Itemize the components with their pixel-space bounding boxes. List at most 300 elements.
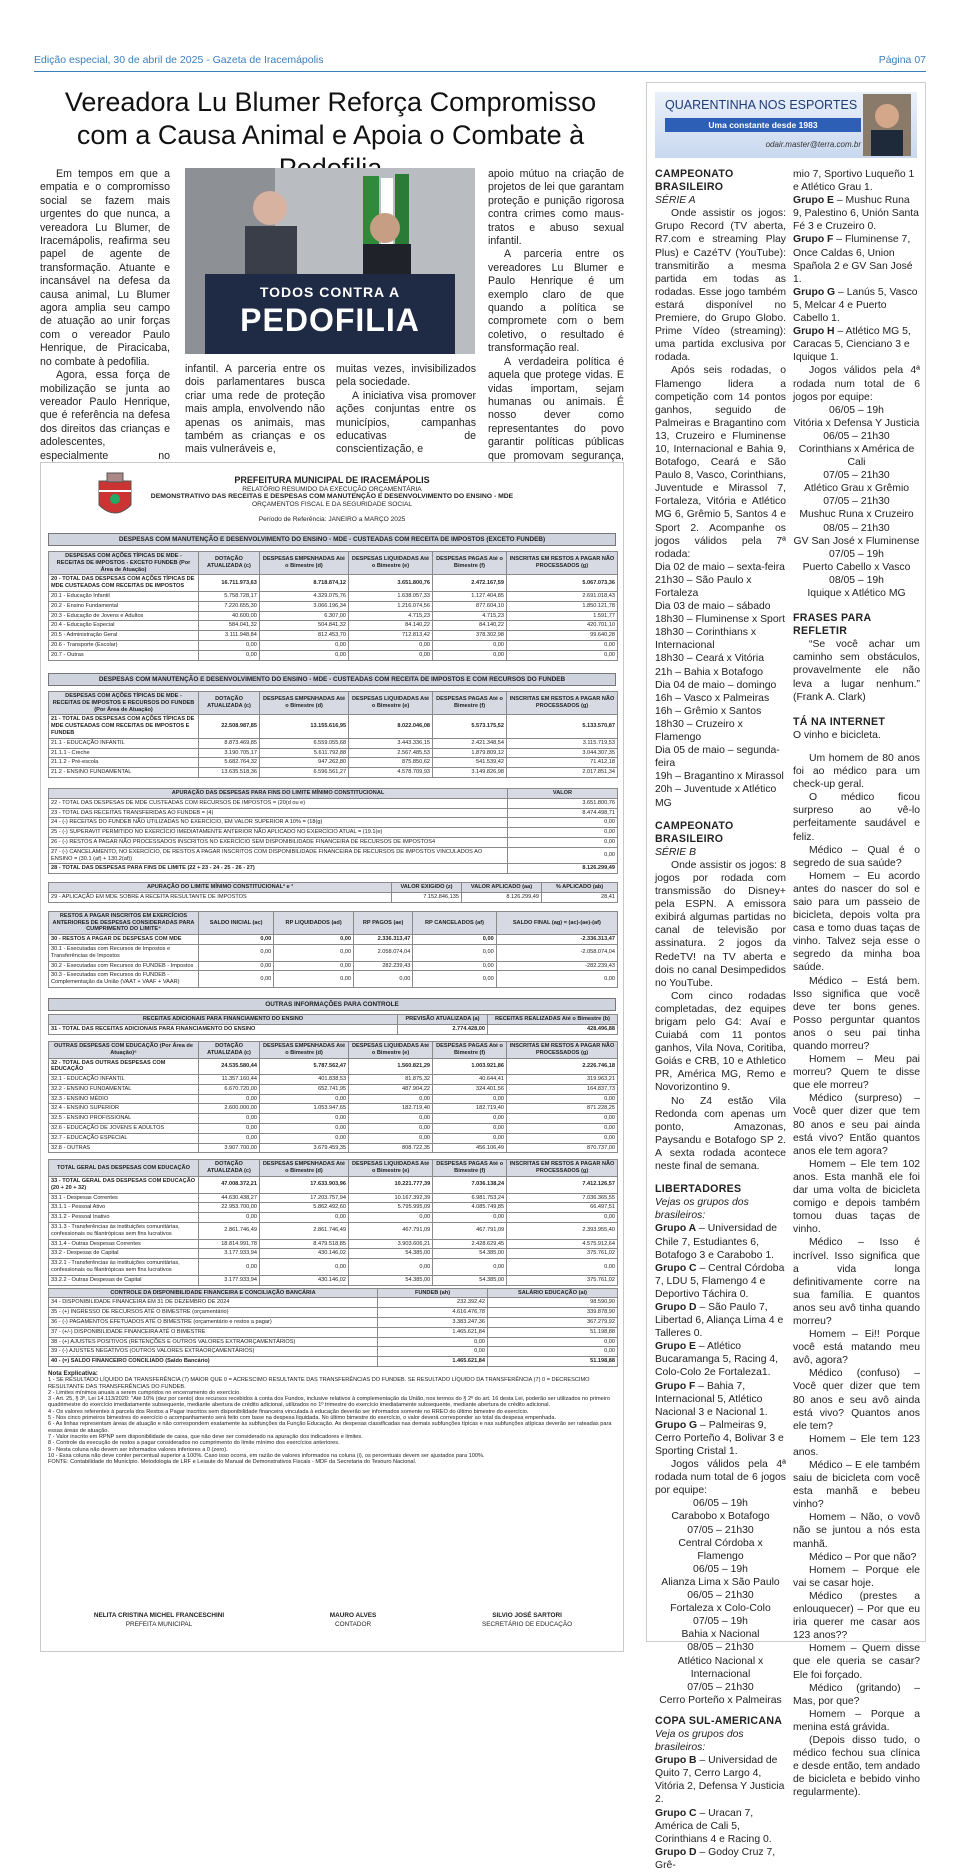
table-row bbox=[49, 1025, 618, 1035]
table-cell: 32.7 - EDUCAÇÃO ESPECIAL bbox=[49, 1133, 199, 1143]
table-row bbox=[49, 1124, 618, 1134]
table-cell: 36 - (-) PAGAMENTOS EFETUADOS ATÉ O BIMESTRE (orçamentário e restos a pagar) bbox=[49, 1318, 378, 1328]
table-cell: 0,00 bbox=[199, 1124, 260, 1134]
table-row bbox=[49, 650, 618, 660]
table-cell: 0,00 bbox=[433, 1213, 507, 1223]
table-cell: 26 - (-) RESTOS A PAGAR NÃO PROCESSADOS INSCRITOS NO EXERCÍCIO SEM DISPONIBILIDADE FINANCEIRA DE RECURSOS DE IMPOSTOS4 bbox=[49, 837, 508, 847]
table-cell: 5.611.792,88 bbox=[260, 748, 349, 758]
report-subtitle: RELATÓRIO RESUMIDO DA EXECUÇÃO ORÇAMENTÁRIA bbox=[242, 486, 422, 493]
section-heading: COPA SUL-AMERICANA bbox=[655, 1714, 783, 1727]
table-cell: 3.903.606,21 bbox=[348, 1239, 432, 1249]
game-line: 07/05 – 19h bbox=[693, 1616, 748, 1628]
table-cell: 44.630.438,27 bbox=[199, 1193, 260, 1203]
article-paragraph: muitas vezes, invisibilizados pela sociedade. bbox=[336, 363, 476, 389]
table-cell: 18.814.991,78 bbox=[199, 1239, 260, 1249]
table-cell: 11.357.160,44 bbox=[199, 1075, 260, 1085]
table-row bbox=[49, 1193, 618, 1203]
table-cell: 20.4 - Educação Especial bbox=[49, 621, 199, 631]
table-cell: 38 - (+) AJUSTES POSITIVOS (RETENÇÕES E OUTROS VALORES EXTRAORÇAMENTÁRIOS) bbox=[49, 1337, 378, 1347]
table-row bbox=[49, 892, 618, 902]
table-cell: 375.761,02 bbox=[507, 1249, 618, 1259]
group-teams: – Bahia 7, Internacional 5, Atlético Nacional 3 e Nacional 1. bbox=[655, 1380, 768, 1418]
game-line: 06/05 – 21h30 bbox=[823, 430, 890, 442]
game-line: 06/05 – 21h30 bbox=[687, 1590, 754, 1602]
table-cell: 5.795.995,09 bbox=[348, 1203, 432, 1213]
note-line: 8 - Controle da execução de restos a pagar considerados no cumprimento do limite mínimo dos exercícios anteriores. bbox=[48, 1440, 340, 1447]
table-cell: 0,00 bbox=[349, 1124, 433, 1134]
table-cell: 35 - (+) INGRESSO DE RECURSOS ATÉ O BIMESTRE (orçamentário) bbox=[49, 1308, 378, 1318]
table-cell: 0,00 bbox=[348, 1259, 432, 1276]
table-cell: 1.560.821,29 bbox=[349, 1058, 433, 1075]
table-receitas-adicionais bbox=[48, 1014, 618, 1035]
table-row bbox=[49, 1143, 618, 1153]
banner-text-line1: TODOS CONTRA A bbox=[259, 284, 401, 300]
story-paragraph: Médico (surpreso) – Você quer dizer que tem 80 anos e seu pai ainda está vivo? Então quantos anos ele tem agora? bbox=[793, 1093, 920, 1157]
table-cell: 0,00 bbox=[260, 1124, 349, 1134]
table-cell: 0,00 bbox=[488, 1347, 618, 1357]
table-cell: 71.412,18 bbox=[507, 758, 618, 768]
table-row bbox=[49, 1133, 618, 1143]
table-cell: 1.216.074,56 bbox=[349, 601, 433, 611]
story-paragraph: Homem – Ele tem 123 anos. bbox=[793, 1433, 920, 1458]
group-name: Grupo G bbox=[655, 1419, 698, 1431]
table-cell: 0,00 bbox=[349, 650, 433, 660]
section-header: DESPESAS COM MANUTENÇÃO E DESENVOLVIMENTO DO ENSINO - MDE - CUSTEADAS COM RECEITA DE IMPOSTOS (EXCETO FUNDEB) bbox=[48, 533, 616, 546]
table-cell: 0,00 bbox=[413, 961, 496, 971]
table-cell: 0,00 bbox=[433, 1259, 507, 1276]
table-row bbox=[49, 1177, 618, 1194]
game-line: Carabobo x Botafogo bbox=[671, 1511, 770, 1523]
headline: Vereadora Lu Blumer Reforça Compromisso com a Causa Animal e Apoia o Combate à bbox=[64, 87, 597, 150]
table-cell: 6.307,00 bbox=[259, 611, 348, 621]
story-paragraph: (Depois disso tudo, o médico fechou sua clínica e desde então, tem andado de bicicleta e bebido vinho regularmente). bbox=[793, 1734, 920, 1799]
table-cell: 20.7 - Outras bbox=[49, 650, 199, 660]
header-row: TOTAL GERAL DAS DESPESAS COM EDUCAÇÃO DOTAÇÃO ATUALIZADA (c) DESPESAS EMPENHADAS Até o Bimestre (d) DESPESAS LIQUIDADAS Até o Bimestre (e) DESPESAS PAGAS Até o Bimestre (f) INSCRITAS EM RESTOS A PAGAR NÃO PROCESSADOS (g) bbox=[49, 1160, 618, 1177]
group-name: Grupo D bbox=[655, 1846, 697, 1858]
table-cell: 0,00 bbox=[507, 1124, 618, 1134]
table-cell: 0,00 bbox=[348, 1213, 432, 1223]
group-teams: – São Paulo 7, Libertad 6, Aliança Lima 4 e Talleres 0. bbox=[655, 1301, 784, 1340]
table-cell: 487.904,22 bbox=[349, 1084, 433, 1094]
financial-report bbox=[40, 462, 624, 1652]
group-teams: – Mushuc Runa 9, Palestino 6, Unión Santa Fé 3 e Cruzeiro 0. bbox=[793, 195, 919, 233]
table-cell: 3.651.800,76 bbox=[349, 575, 433, 592]
header-row: DESPESAS COM AÇÕES TÍPICAS DE MDE - RECEITAS DE IMPOSTOS E RECURSOS DO FUNDEB (Por Área de Atuação) DOTAÇÃO ATUALIZADA (c) DESPESAS EMPENHADAS Até o Bimestre (d) DESPESAS LIQUIDADAS Até o Bimestre (e) DESPESAS PAGAS Até o Bimestre (f) INSCRITAS EM RESTOS A PAGAR NÃO PROCESSADOS (g) bbox=[49, 692, 618, 715]
table-cell: 5.573.175,52 bbox=[433, 715, 507, 738]
section-heading: CAMPEONATO BRASILEIRO bbox=[655, 168, 734, 194]
table-cell: 5.067.073,36 bbox=[506, 575, 617, 592]
note-line: 10 - Essa coluna não deve conter percentual superior a 100%. Caso isso ocorra, em razão de valores informados na coluna (i), os percentuais devem ser ajustados para 100%. bbox=[48, 1452, 485, 1459]
table-cell: 6.981.753,24 bbox=[433, 1193, 507, 1203]
group-line bbox=[655, 1846, 786, 1872]
table-cell: 8.126.299,49 bbox=[508, 864, 618, 874]
table-cell: 182.719,40 bbox=[349, 1104, 433, 1114]
section-subheading: O vinho e bicicleta. bbox=[793, 729, 881, 741]
table-cell: 0,00 bbox=[349, 1114, 433, 1124]
table-cell: 339.878,90 bbox=[488, 1308, 618, 1318]
table-cell: 8.873.469,85 bbox=[199, 738, 260, 748]
table-cell: 0,00 bbox=[259, 1259, 348, 1276]
group-name: Grupo E bbox=[655, 1341, 696, 1353]
table-cell: 8.474.498,71 bbox=[508, 808, 618, 818]
table-cell: 13.635.518,36 bbox=[199, 768, 260, 778]
story-paragraph: Homem – Porque ele vai se casar hoje. bbox=[793, 1564, 920, 1589]
table-cell: 0,00 bbox=[199, 1094, 260, 1104]
table-cell: 0,00 bbox=[378, 1337, 488, 1347]
game-line: 08/05 – 21h30 bbox=[823, 522, 890, 534]
note-line: 6 - As linhas representam áreas de atuação e não correspondem exatamente às subfunções da Função Educação. As despesas classificadas nas demais subfunções típicas e nas subfunções atípicas deverão ser rateadas para essas áreas de atuação. bbox=[48, 1421, 612, 1434]
table-cell: -2.058.074,04 bbox=[496, 944, 617, 961]
table-row bbox=[49, 1347, 618, 1357]
schedule-line: 19h – Bragantino x Mirassol bbox=[655, 771, 784, 783]
article-col-2 bbox=[185, 363, 325, 457]
table-restos-pagar bbox=[48, 911, 618, 988]
table-row bbox=[49, 837, 618, 847]
table-cell: 32.1 - EDUCAÇÃO INFANTIL bbox=[49, 1075, 199, 1085]
table-cell: 51.198,88 bbox=[488, 1357, 618, 1367]
table-cell: 8.126.299,49 bbox=[462, 892, 542, 902]
table-cell: 0,00 bbox=[274, 961, 354, 971]
table-cell: 20.1 - Educação Infantil bbox=[49, 592, 199, 602]
schedule-line: 16h – Vasco x Palmeiras bbox=[655, 692, 770, 704]
article-col-1 bbox=[40, 168, 170, 490]
table-cell: 33.2 - Despesas de Capital bbox=[49, 1249, 199, 1259]
note-line: FONTE: Contabilidade do Município. Metodologia de LRF e Leiaute do Manual de Demonstrativos Fiscais - MDF da Secretaria do Tesouro Nacional. bbox=[48, 1459, 417, 1466]
table-row bbox=[49, 1357, 618, 1367]
story-paragraph: Homem – Ei!! Porque você está matando meu avô, agora? bbox=[793, 1329, 920, 1367]
article-paragraph: Agora, essa força de mobilização se junta ao vereador Paulo Henrique, que é referência na defesa dos direitos das crianças e adolescentes, especialmente no bbox=[40, 369, 170, 462]
table-cell: 33.2.1 - Transferências às instituições comunitárias, confessionais ou filantrópicas sem fins lucrativos bbox=[49, 1259, 199, 1276]
table-limite-minimo bbox=[48, 788, 618, 874]
group-line bbox=[655, 1419, 786, 1458]
schedule-line: 18h30 – Ceará x Vitória bbox=[655, 653, 764, 665]
story-paragraph: Médico (prestes a enlouquecer) – Por que eu iria querer me casar aos 123 anos?? bbox=[793, 1590, 920, 1642]
table-cell: 0,00 bbox=[507, 1133, 618, 1143]
table-cell: 2.421.348,54 bbox=[433, 738, 507, 748]
table-cell: 40 - (=) SALDO FINANCEIRO CONCILIADO (Saldo Bancário) bbox=[49, 1357, 378, 1367]
table-row bbox=[49, 944, 618, 961]
game-line: 06/05 – 19h bbox=[693, 1498, 748, 1510]
game-line: Vitória x Defensa Y Justicia bbox=[793, 417, 920, 429]
table-cell: 1.127.404,85 bbox=[432, 592, 506, 602]
game-line: 07/05 – 21h30 bbox=[687, 1524, 754, 1536]
table-cell: 0,00 bbox=[260, 1133, 349, 1143]
columnist-avatar bbox=[863, 94, 911, 156]
table-cell: 0,00 bbox=[488, 1337, 618, 1347]
table-disponibilidade bbox=[48, 1288, 618, 1367]
table-cell: 0,00 bbox=[413, 944, 496, 961]
table-cell: -2.336.313,47 bbox=[496, 935, 617, 945]
table-row bbox=[49, 631, 618, 641]
table-cell: 20.5 - Administração Geral bbox=[49, 631, 199, 641]
table-row bbox=[49, 1249, 618, 1259]
table-mde-fundeb bbox=[48, 691, 618, 778]
table-row bbox=[49, 864, 618, 874]
table-cell: 456.106,49 bbox=[433, 1143, 507, 1153]
group-teams: – Lanús 5, Vasco 5, Melcar 4 e Puerto Cabello 1. bbox=[793, 286, 918, 325]
table-row bbox=[49, 611, 618, 621]
group-teams: – Central Córdoba 7, LDU 5, Flamengo 4 e Deportivo Táchira 0. bbox=[655, 1262, 785, 1300]
table-cell: 282.239,43 bbox=[353, 961, 412, 971]
table-cell: 33.1.1 - Pessoal Ativo bbox=[49, 1203, 199, 1213]
table-cell: 430.146,02 bbox=[259, 1275, 348, 1285]
group-name: Grupo A bbox=[655, 1223, 697, 1235]
table-cell: 21.1.1 - Creche bbox=[49, 748, 199, 758]
table-cell: 232.392,42 bbox=[378, 1298, 488, 1308]
game-line: Iquique x Atlético MG bbox=[807, 588, 906, 599]
table-cell: 8.479.518,85 bbox=[259, 1239, 348, 1249]
table-cell: 30 - RESTOS A PAGAR DE DESPESAS COM MDE bbox=[49, 935, 199, 945]
notes-title: Nota Explicativa: bbox=[48, 1370, 98, 1377]
table-cell: 22.508.987,85 bbox=[199, 715, 260, 738]
banner-email: odair.master@terra.com.br bbox=[765, 140, 861, 149]
table-cell: 3.111.948,84 bbox=[199, 631, 260, 641]
table-cell: 0,00 bbox=[433, 1124, 507, 1134]
story-paragraph: Homem – Não, o vovô não se juntou a nós esta manhã. bbox=[793, 1512, 920, 1550]
section-header: DESPESAS COM MANUTENÇÃO E DESENVOLVIMENTO DO ENSINO - MDE - CUSTEADAS COM RECEITA DE IMPOSTOS E COM RECURSOS DO FUNDEB bbox=[48, 673, 616, 686]
table-cell: 66.497,51 bbox=[507, 1203, 618, 1213]
table-row bbox=[49, 715, 618, 738]
table-cell: 0,00 bbox=[378, 1347, 488, 1357]
report-notes bbox=[48, 1371, 616, 1465]
table-cell: 430.146,02 bbox=[259, 1249, 348, 1259]
group-name: Grupo F bbox=[655, 1380, 696, 1392]
table-cell: 808.722,35 bbox=[349, 1143, 433, 1153]
header-row: APURAÇÃO DO LIMITE MÍNIMO CONSTITUCIONAL² e ³ VALOR EXIGIDO (z) VALOR APLICADO (aa) % APLICADO (ab) bbox=[49, 883, 618, 893]
game-line: Puerto Cabello x Vasco bbox=[802, 561, 911, 573]
table-cell: 2.861.746,49 bbox=[199, 1223, 260, 1240]
edition-label: Edição especial, 30 de abril de 2025 - Gazeta de Iracemápolis bbox=[34, 54, 324, 66]
table-cell: 0,00 bbox=[413, 971, 496, 988]
story-paragraph: Homem – Quem disse que ele queria se casar? Ele foi forçado. bbox=[793, 1643, 920, 1681]
table-cell: 0,00 bbox=[433, 1133, 507, 1143]
table-cell: 1.591,77 bbox=[506, 611, 617, 621]
table-cell: 2.017.851,34 bbox=[507, 768, 618, 778]
table-apuracao bbox=[48, 882, 618, 903]
report-period: Período de Referência: JANEIRO a MARÇO 2025 bbox=[258, 516, 406, 524]
table-cell: 1.003.921,86 bbox=[433, 1058, 507, 1075]
section-heading: FRASES PARA REFLETIR bbox=[793, 612, 872, 638]
table-cell: 4.575.912,64 bbox=[507, 1239, 618, 1249]
table-cell: 0,00 bbox=[274, 971, 354, 988]
note-line: 3 - Art. 25, § 3º, Lei 14.113/2020: "Até 10% (dez por cento) dos recursos recebidos à conta dos Fundos, inclusive relativos à complementação da União, nos termos do § 2º do art. 16 desta Lei, poderão ser utilizados no primeiro quadrimestre do exercício imediatamente subsequente, mediante abertura de crédito adicional, utilizados no 1º trimestre do exercício imediatamente subsequente, mediante abertura de crédito adicional. bbox=[48, 1396, 610, 1409]
table-cell: 5.133.570,87 bbox=[507, 715, 618, 738]
table-cell: 3.177.933,94 bbox=[199, 1249, 260, 1259]
group-teams: – Atlético MG 5, Caracas 5, Cienciano 3 e Iquique 1. bbox=[793, 326, 911, 364]
banner-subtitle: Uma constante desde 1983 bbox=[665, 118, 861, 132]
table-cell: 541.539,42 bbox=[433, 758, 507, 768]
table-cell: 33 - TOTAL GERAL DAS DESPESAS COM EDUCAÇÃO (20 + 20 + 32) bbox=[49, 1177, 199, 1194]
story-paragraph: Homem – Ele tem 102 anos. Esta manhã ele foi dar uma volta de bicicleta comigo e depois também tomou duas taças de vinho. bbox=[793, 1158, 920, 1236]
table-cell: 28 - TOTAL DAS DESPESAS PARA FINS DE LIMITE (22 + 23 - 24 - 25 - 26 - 27) bbox=[49, 864, 508, 874]
report-title: PREFEITURA MUNICIPAL DE IRACEMÁPOLIS bbox=[234, 475, 430, 485]
table-row bbox=[49, 847, 618, 864]
banner-text-line2: PEDOFILIA bbox=[240, 302, 420, 338]
sports-paragraph: Com cinco rodadas completadas, dez equipes brigam pelo G4: Avaí e Cuiabá com 11 pontos ganhos, Vila Nova, Coritiba, Goiás e CRB, 10 e Athletico PR, América MG, Remo e Novorizontino 9. bbox=[655, 990, 786, 1094]
table-cell: 0,00 bbox=[432, 641, 506, 651]
game-line: 06/05 – 19h bbox=[829, 404, 884, 416]
group-line bbox=[655, 1301, 786, 1340]
sports-paragraph: Onde assistir os jogos: 8 jogos por rodada com transmissão do Disney+ pela ESPN. A emissora exibirá algumas partidas no canal de televisão por assinatura. 2 jogos da RedeTV! na TV aberta e dois no canal Desimpedidos no YouTube. bbox=[655, 859, 786, 989]
table-cell: 0,00 bbox=[199, 1213, 260, 1223]
story-paragraph: Médico – Isso é incrível. Isso significa que a vida longa definitivamente corre na sua família. E quantos anos seu avô tinha quando morreu? bbox=[793, 1237, 920, 1327]
table-cell: 20.3 - Educação de Jovens e Adultos bbox=[49, 611, 199, 621]
table-cell: 37 - (+/-) DISPONIBILIDADE FINANCEIRA ATÉ O BIMESTRE bbox=[49, 1327, 378, 1337]
table-cell: 3.443.336,15 bbox=[349, 738, 433, 748]
table-cell: 54.385,00 bbox=[433, 1249, 507, 1259]
table-row bbox=[49, 1114, 618, 1124]
table-cell: 3.149.826,98 bbox=[433, 768, 507, 778]
table-cell: 3.044.307,35 bbox=[507, 748, 618, 758]
table-cell: 0,00 bbox=[432, 650, 506, 660]
table-cell: 33.1 - Despesas Correntes bbox=[49, 1193, 199, 1203]
table-row bbox=[49, 1318, 618, 1328]
group-line bbox=[793, 233, 920, 285]
table-cell: 51.198,88 bbox=[488, 1327, 618, 1337]
header-row: OUTRAS DESPESAS COM EDUCAÇÃO (Por Área de Atuação)⁶ DOTAÇÃO ATUALIZADA (c) DESPESAS EMPENHADAS Até o Bimestre (d) DESPESAS LIQUIDADAS Até o Bimestre (e) DESPESAS PAGAS Até o Bimestre (f) INSCRITAS EM RESTOS A PAGAR NÃO PROCESSADOS (g) bbox=[49, 1041, 618, 1058]
article-paragraph: Em tempos em que a empatia e o compromisso social se fazem mais urgentes do que nunca, a vereadora Lu Blumer, de Iracemápolis, reafirma seu papel de agente de transformação. Atuante e incansável na defesa da causa animal, Lu Blumer agora amplia seu campo de atuação ao unir forças com o vereador Paulo Henrique, de Piracicaba, no combate à pedofilia. bbox=[40, 168, 170, 368]
group-line bbox=[655, 1262, 786, 1301]
table-cell: 2.567.485,53 bbox=[349, 748, 433, 758]
table-cell: 1.465.621,84 bbox=[378, 1357, 488, 1367]
sports-paragraph: Jogos válidos pela 4ª rodada num total de 6 jogos por equipe: bbox=[655, 1459, 786, 1497]
page-number: Página 07 bbox=[878, 54, 926, 66]
section-subheading: Vejas os grupos dos brasileiros: bbox=[655, 1197, 749, 1222]
table-cell: 84.140,22 bbox=[432, 621, 506, 631]
table-cell: 0,00 bbox=[349, 641, 433, 651]
game-line: 07/05 – 19h bbox=[829, 548, 884, 560]
table-cell: 584.041,32 bbox=[199, 621, 260, 631]
table-cell: 5.787.562,47 bbox=[260, 1058, 349, 1075]
table-cell: 4.715,23 bbox=[432, 611, 506, 621]
table-row bbox=[49, 1223, 618, 1240]
sports-paragraph: No Z4 estão Vila Redonda com apenas um ponto, Amazonas, Paysandu e Botafogo SP 2. A sexta rodada acontece neste final de semana. bbox=[655, 1095, 786, 1173]
table-row bbox=[49, 768, 618, 778]
table-cell: 0,00 bbox=[507, 1114, 618, 1124]
table-cell: 0,00 bbox=[506, 650, 617, 660]
table-row bbox=[49, 1084, 618, 1094]
schedule-line: 18h30 – Corinthians x Internacional bbox=[655, 627, 757, 652]
schedule-line: 21h30 – São Paulo x Fortaleza bbox=[655, 574, 752, 599]
table-cell: 8.718.874,12 bbox=[259, 575, 348, 592]
group-name: Grupo C bbox=[655, 1807, 697, 1819]
article-paragraph: A verdadeira política é aquela que protege vidas. E vidas importam, sejam humanas ou animais. É nosso dever como representantes do povo garantir políticas públicas que promovam segurança, bbox=[488, 355, 624, 462]
header-row: RESTOS A PAGAR INSCRITOS EM EXERCÍCIOS ANTERIORES DE DESPESAS CONSIDERADAS PARA CUMPRIMENTO DO LIMITE⁴ SALDO INICIAL (ac) RP LIQUIDADOS (ad) RP PAGOS (ae) RP CANCELADOS (af) SALDO FINAL (ag) = (ac)-(ae)-(af) bbox=[49, 911, 618, 934]
schedule-line: 20h – Juventude x Atlético MG bbox=[655, 784, 777, 809]
header-row: RECEITAS ADICIONAIS PARA FINANCIAMENTO DO ENSINO PREVISÃO ATUALIZADA (a) RECEITAS REALIZADAS Até o Bimestre (b) bbox=[49, 1015, 618, 1025]
table-row bbox=[49, 798, 618, 808]
table-cell: 20.2 - Ensino Fundamental bbox=[49, 601, 199, 611]
table-cell: 98.590,90 bbox=[488, 1298, 618, 1308]
article-paragraph: A parceria entre os vereadores Lu Blumer e Paulo Henrique é um exemplo claro de que quando a política se compromete com o bem coletivo, o resultado é transformação real. bbox=[488, 248, 624, 355]
table-row bbox=[49, 961, 618, 971]
table-cell: 3.907.700,00 bbox=[199, 1143, 260, 1153]
page-header bbox=[34, 54, 926, 72]
story-paragraph: Um homem de 80 anos foi ao médico para um check-up geral. bbox=[793, 752, 920, 791]
table-cell: 1.879.809,12 bbox=[433, 748, 507, 758]
table-cell: 30.3 - Executadas com Recursos do FUNDEB - Complementação da União (VAAT + VAAF + VAAR) bbox=[49, 971, 199, 988]
table-row bbox=[49, 1327, 618, 1337]
table-cell: 99.640,28 bbox=[506, 631, 617, 641]
article-paragraph: apoio mútuo na criação de projetos de lei que garantam proteção e punição rigorosa contra crimes como maus-tratos e abuso sexual infantil. bbox=[488, 168, 624, 248]
group-name: Grupo G bbox=[793, 286, 836, 298]
table-cell: 3.651.800,76 bbox=[508, 798, 618, 808]
sports-col-1 bbox=[655, 168, 786, 1872]
quote: “Se você achar um caminho sem obstáculos, provavelmente ele não leva a lugar nenhum.” (Frank A. Clark) bbox=[793, 639, 920, 703]
table-cell: 7.152.846,135 bbox=[392, 892, 462, 902]
table-cell: 32.2 - ENSINO FUNDAMENTAL bbox=[49, 1084, 199, 1094]
table-cell: 0,00 bbox=[274, 935, 354, 945]
header-row: DESPESAS COM AÇÕES TÍPICAS DE MDE - RECEITAS DE IMPOSTOS - EXCETO FUNDEB (Por Área de Atuação) DOTAÇÃO ATUALIZADA (c) DESPESAS EMPENHADAS Até o Bimestre (d) DESPESAS LIQUIDADAS Até o Bimestre (e) DESPESAS PAGAS Até o Bimestre (f) INSCRITAS EM RESTOS A PAGAR NÃO PROCESSADOS (g) bbox=[49, 552, 618, 575]
table-cell: 1.638.057,33 bbox=[349, 592, 433, 602]
section-heading: LIBERTADORES bbox=[655, 1183, 742, 1196]
game-line: 06/05 – 19h bbox=[693, 1563, 748, 1575]
table-cell: 2.774.428,00 bbox=[398, 1025, 488, 1035]
table-cell: 324.401,56 bbox=[433, 1084, 507, 1094]
header-row: CONTROLE DA DISPONIBILIDADE FINANCEIRA E CONCILIAÇÃO BANCÁRIA FUNDEB (ah) SALÁRIO EDUCAÇÃO (ai) bbox=[49, 1288, 618, 1298]
group-teams: – Fluminense 7, Once Caldas 6, Union Spañola 2 e GV San José 1. bbox=[793, 234, 913, 285]
section-heading: CAMPEONATO BRASILEIRO bbox=[655, 819, 734, 845]
table-cell: 4.085.749,85 bbox=[433, 1203, 507, 1213]
table-cell: 652.741,95 bbox=[260, 1084, 349, 1094]
table-cell: 0,00 bbox=[507, 1094, 618, 1104]
sports-col-2 bbox=[793, 168, 920, 1799]
table-cell: 0,00 bbox=[508, 818, 618, 828]
game-line: 08/05 – 19h bbox=[829, 574, 884, 586]
table-cell: 8.022.046,08 bbox=[349, 715, 433, 738]
group-line bbox=[655, 1340, 786, 1379]
table-cell: 3.679.459,35 bbox=[260, 1143, 349, 1153]
table-cell: 0,00 bbox=[259, 1213, 348, 1223]
schedule-line: 18h30 – Fluminense x Sport bbox=[655, 614, 785, 626]
table-row bbox=[49, 592, 618, 602]
table-cell: 32.4 - ENSINO SUPERIOR bbox=[49, 1104, 199, 1114]
game-line: 07/05 – 21h30 bbox=[823, 496, 890, 508]
table-cell: 4.616.476,78 bbox=[378, 1308, 488, 1318]
table-cell: -282.239,43 bbox=[496, 961, 617, 971]
table-cell: 32.6 - EDUCAÇÃO DE JOVENS E ADULTOS bbox=[49, 1124, 199, 1134]
table-cell: 0,00 bbox=[353, 971, 412, 988]
table-row bbox=[49, 1308, 618, 1318]
table-cell: 0,00 bbox=[349, 1094, 433, 1104]
signature: SILVIO JOSÉ SARTORI SECRETÁRIO DE EDUCAÇÃO bbox=[481, 1612, 573, 1628]
table-cell: 16.711.973,63 bbox=[199, 575, 260, 592]
table-cell: 375.761,02 bbox=[507, 1275, 618, 1285]
table-cell: 27 - (-) CANCELAMENTO, NO EXERCÍCIO, DE RESTOS A PAGAR INSCRITOS COM DISPONIBILIDADE FINANCEIRA DE RECURSOS DE IMPOSTOS VINCULADOS AO ENSINO = (30.1 (af) + 130.2(af)) bbox=[49, 847, 508, 864]
table-row bbox=[49, 1094, 618, 1104]
table-cell: 21.1.2 - Pré-escola bbox=[49, 758, 199, 768]
game-line: Atlético Nacional x Internacional bbox=[677, 1655, 764, 1680]
section-heading: TÁ NA INTERNET bbox=[793, 715, 886, 728]
note-line: 4 - Os valores referentes à parcela dos Restos a Pagar inscritos sem disponibilidade financeira vinculada à educação deverão ser informados somente no RREO do último bimestre do exercício. bbox=[48, 1408, 529, 1415]
table-cell: 0,00 bbox=[274, 944, 354, 961]
game-line: GV San José x Fluminense bbox=[793, 535, 920, 547]
group-teams: – Universidad de Chile 7, Estudiantes 6, Botafogo 3 e Carabobo 1. bbox=[655, 1223, 778, 1261]
table-cell: 0,00 bbox=[199, 935, 274, 945]
story-paragraph: Médico – Qual é o segredo de sua saúde? bbox=[793, 844, 920, 869]
table-cell: 0,00 bbox=[259, 641, 348, 651]
table-cell: 1.465.621,84 bbox=[378, 1327, 488, 1337]
table-cell: 81.875,32 bbox=[349, 1075, 433, 1085]
table-cell: 0,00 bbox=[199, 641, 260, 651]
table-cell: 164.837,73 bbox=[507, 1084, 618, 1094]
table-cell: 17.203.757,94 bbox=[259, 1193, 348, 1203]
table-row bbox=[49, 1203, 618, 1213]
table-row bbox=[49, 575, 618, 592]
table-cell: 428.496,88 bbox=[488, 1025, 618, 1035]
table-row bbox=[49, 935, 618, 945]
table-row bbox=[49, 1298, 618, 1308]
